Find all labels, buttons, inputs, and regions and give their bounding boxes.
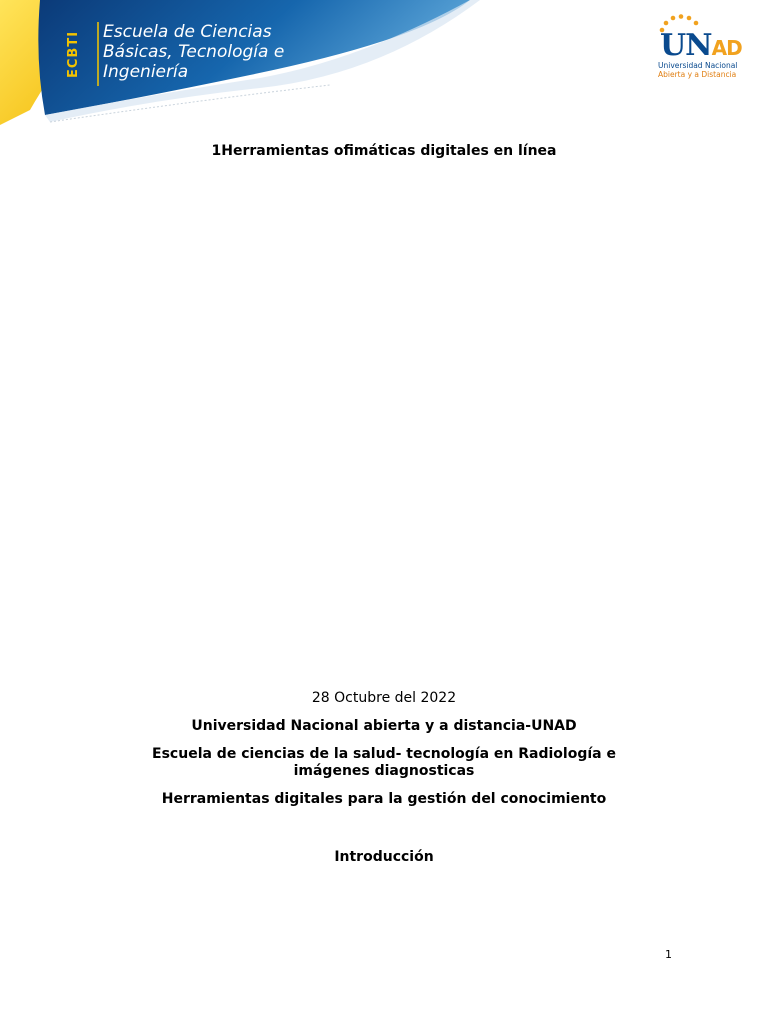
university-name: Universidad Nacional abierta y a distancia-UNAD (191, 718, 577, 734)
logo-line-1: Universidad Nacional (658, 61, 738, 70)
logo-line-2: Abierta y a Distancia (658, 70, 737, 79)
unad-logo (656, 14, 748, 84)
header-banner (0, 0, 768, 130)
school-line-2: Básicas, Tecnología e (103, 42, 285, 62)
school-line-3: Ingeniería (103, 62, 189, 82)
document-title: 1Herramientas ofimáticas digitales en línea (211, 143, 557, 159)
school-name: Escuela de ciencias de la salud- tecnología en Radiología e imágenes diagnosticas (152, 746, 616, 779)
page-number: 1 (665, 948, 672, 961)
logo-wordmark: UNAD (660, 28, 742, 63)
ecbti-label: ECBTI (66, 30, 81, 78)
course-name: Herramientas digitales para la gestión del conocimiento (161, 791, 607, 807)
school-line-1: Escuela de Ciencias (103, 22, 272, 42)
cover-date (110, 690, 658, 706)
date-text: 28 Octubre del 2022 (311, 690, 457, 706)
section-heading: Introducción (334, 849, 434, 865)
